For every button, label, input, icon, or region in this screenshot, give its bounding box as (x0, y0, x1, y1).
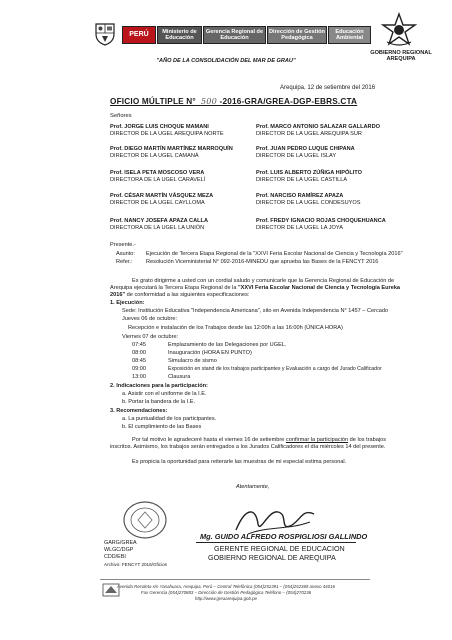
section-1-sede: Sede: Institución Educativa "Independencia Americana", sito en Avenida Independencia N° 1457 – Cercado (122, 308, 389, 314)
schedule-event-5: Clausura (168, 374, 191, 380)
document-date: Arequipa, 12 de setiembre del 2016 (280, 85, 376, 91)
addressee-name: Prof. NANCY JOSEFA APAZA CALLA (110, 218, 208, 224)
initials-archive: Archivo: FENCYT 2016/Oficios (104, 562, 167, 567)
addressee-left-1 (110, 124, 224, 138)
addressee-role: DIRECTOR DE LA UGEL ISLAY (256, 153, 337, 159)
addressee-right-4 (256, 193, 360, 207)
addressee-name: Prof. LUIS ALBERTO ZÚÑIGA HIPÓLITO (256, 170, 362, 176)
addressee-name: Prof. FREDY IGNACIO ROJAS CHOQUEHUANCA (256, 218, 386, 224)
footer-phone: Fax Gerencia (054)270883 – Dirección de Gestión Pedagógica Teléfono – (054)270236 (140, 590, 312, 595)
asunto-label: Asunto: (116, 251, 135, 257)
footer-website: http://www.greaarequipa.gob.pe (195, 596, 257, 601)
addressee-right-1 (256, 124, 380, 138)
header-box-ministerio: Ministerio de Educación (157, 26, 202, 44)
schedule-event-2: Inauguración (HORA EN PUNTO) (168, 350, 252, 356)
schedule-time-2: 08:00 (132, 350, 146, 356)
addressee-left-4 (110, 193, 213, 207)
addressee-left-5 (110, 218, 208, 232)
propicia-line: Es propicia la oportunidad para reiterarle las muestras de mi especial estima personal. (132, 459, 347, 465)
oficio-prefix: OFICIO MÚLTIPLE N° (110, 97, 196, 106)
ref-text: Resolución Viceministerial N° 092-2016-MINEDU que aprueba las Bases de la FENCYT 2016 (146, 259, 379, 265)
intro-fair-name: "XXVI Feria Escolar Nacional de Ciencia y Tecnología Eureka (238, 285, 401, 291)
atentamente: Atentamente, (236, 484, 270, 490)
initials-line: CDD/EBI (104, 554, 126, 560)
salutation: Señores (110, 113, 132, 119)
official-seal-stamp-icon (122, 500, 168, 540)
gobierno-line2: AREQUIPA (386, 56, 416, 63)
addressee-left-3 (110, 170, 205, 184)
closing-text-a: Por tal motivo le agradeceré hasta el viernes 16 de setiembre (132, 437, 286, 443)
oficio-handwritten-number: 500 (200, 96, 218, 106)
header-box-gerencia: Gerencia Regional de Educación (203, 26, 266, 44)
addressee-name: Prof. CÉSAR MARTÍN VÁSQUEZ MEZA (110, 193, 214, 199)
schedule-event-1: Emplazamiento de las Delegaciones por UGEL. (168, 342, 287, 348)
footer-address: Avenida Recoleta s/n Yanahuara, Arequipa, Perú – Central Telefónica (054)252391 – (054)252369 anexo 44016 (117, 584, 335, 589)
addressee-name: Prof. NARCISO RAMÍREZ APAZA (256, 193, 344, 199)
schedule-time-4: 09:00 (132, 366, 146, 372)
initials-line: WLGC/DGP (104, 547, 134, 553)
intro-line-2 (110, 285, 400, 292)
addressee-left-2 (110, 146, 233, 160)
signer-title-1: GERENTE REGIONAL DE EDUCACION (214, 544, 345, 553)
asunto-text: Ejecución de Tercera Etapa Regional de la "XXVI Feria Escolar Nacional de Ciencia y Tecnología 2016" (146, 251, 403, 257)
addressee-right-5 (256, 218, 386, 232)
addressee-role: DIRECTOR DE LA UGEL AREQUIPA NORTE (110, 131, 224, 137)
section-1-viernes: Viernes 07 de octubre: (122, 334, 179, 340)
addressee-role: DIRECTOR DE LA UGEL CAYLLOMA (110, 200, 205, 206)
addressee-name: Prof. MARCO ANTONIO SALAZAR GALLARDO (256, 124, 380, 130)
addressee-role: DIRECTOR DE LA UGEL CAMANÁ (110, 153, 199, 159)
schedule-time-5: 13:00 (132, 374, 146, 380)
schedule-time-1: 07:45 (132, 342, 146, 348)
addressee-role: DIRECTOR DE LA UGEL CONDESUYOS (256, 200, 361, 206)
section-2-item-b: b. Portar la bandera de la I.E. (122, 399, 196, 405)
addressee-right-3 (256, 170, 362, 184)
signature-line (196, 542, 356, 543)
section-1-recepcion: Recepción e instalación de los Trabajos desde las 12:00h a las 16:00h (ÚNICA HORA) (128, 325, 343, 331)
gobierno-line1: GOBIERNO REGIONAL (370, 50, 432, 56)
intro-line-3 (110, 292, 250, 299)
addressee-name: Prof. ISELA PETA MOSCOSO VERA (110, 170, 205, 176)
addressee-role: DIRECTORA DE LA UGEL LA UNIÓN (110, 225, 205, 231)
section-2-item-a: a. Asistir con el uniforme de la I.E. (122, 391, 207, 397)
intro-line-2-text: Arequipa ejecutará la Tercera Etapa Regional de la (110, 285, 239, 291)
initials-block (104, 540, 167, 568)
ref-label: Refer.: (116, 259, 133, 265)
signer-title-2: GOBIERNO REGIONAL DE AREQUIPA (208, 553, 336, 562)
peru-coat-of-arms-icon (94, 22, 116, 46)
section-3-item-b: b. El cumplimiento de las Bases (122, 424, 202, 430)
section-3-item-a: a. La puntualidad de los participantes. (122, 416, 217, 422)
section-1-jueves: Jueves 06 de octubre: (122, 316, 178, 322)
presente: Presente.- (110, 242, 136, 248)
addressee-right-2 (256, 146, 355, 160)
schedule-event-3: Simulacro de sismo (168, 358, 217, 364)
addressee-name: Prof. JUAN PEDRO LUQUE CHIPANA (256, 146, 355, 152)
schedule-time-3: 08:45 (132, 358, 146, 364)
year-motto: "AÑO DE LA CONSOLIDACIÓN DEL MAR DE GRAU" (156, 58, 296, 64)
intro-year: 2016" (110, 292, 126, 298)
closing-line-2: inscritos. Asimismo, los trabajos serán entregados a los Jurados Calificadores el día miércoles 14 del presente. (110, 444, 386, 450)
addressee-role: DIRECTOR DE LA UGEL AREQUIPA SUR (256, 131, 362, 137)
intro-line-3-text: de conformidad a las siguientes especificaciones: (125, 292, 250, 298)
peru-badge: PERÚ (122, 26, 156, 44)
addressee-role: DIRECTOR DE LA UGEL CASTILLA (256, 177, 348, 183)
initials-line: GARG/GREA (104, 540, 137, 546)
addressee-role: DIRECTORA DE LA UGEL CARAVELÍ (110, 177, 206, 183)
footer-divider (100, 579, 370, 580)
header-box-ambiental: Educación Ambiental (328, 26, 371, 44)
section-2-title: 2. Indicaciones para la participación: (110, 383, 208, 389)
signer-name: Mg. GUIDO ALFREDO ROSPIGLIOSI GALLINDO (200, 532, 368, 541)
section-3-title: 3. Recomendaciones: (110, 408, 168, 414)
closing-confirm: confirmar la participación (285, 437, 349, 443)
schedule-event-4: Exposición en stand de los trabajos participantes y Evaluación a cargo del Jurado Calificador (168, 366, 382, 372)
oficio-suffix: -2016-GRA/GREA-DGP-EBRS.CTA (219, 97, 358, 106)
gobierno-regional-emblem-icon (381, 12, 417, 48)
header-box-gestion: Dirección de Gestión Pedagógica (267, 26, 327, 44)
intro-line-1: Es grato dirigirme a usted con un cordial saludo y comunicarle que la Gerencia Regional de Educación de (132, 278, 395, 284)
addressee-name: Prof. JORGE LUIS CHOQUE MAMANI (110, 124, 209, 130)
section-1-title: 1. Ejecución: (110, 300, 145, 306)
addressee-name: Prof. DIEGO MARTÍN MARTÍNEZ MARROQUÍN (110, 146, 233, 152)
closing-line-1 (132, 437, 386, 444)
oficio-number (110, 96, 357, 106)
closing-text-c: de los trabajos (348, 437, 387, 443)
addressee-role: DIRECTOR DE LA UGEL LA JOYA (256, 225, 343, 231)
